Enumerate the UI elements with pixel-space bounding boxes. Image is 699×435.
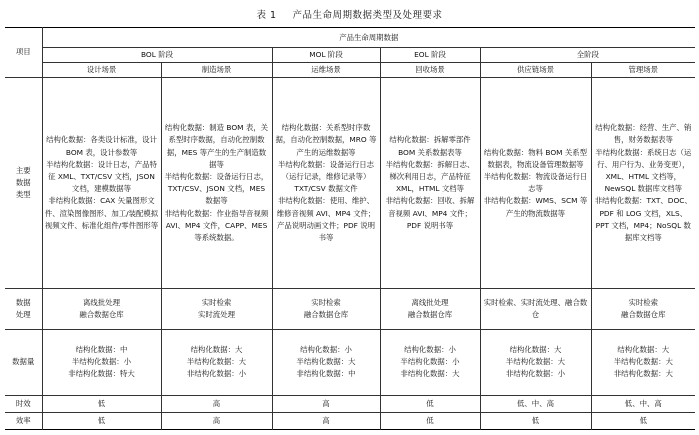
cell-line: 实时检索、实时流处理、融合数仓 [483,297,588,319]
cell-line: 半结构化数据：设备运行日志（运行记录，维修记录等）TXT/CSV 数据文件 [277,159,375,194]
cell-line: 非结构化数据：TXT、DOC、PDF 和 LOG 文档，XLS、PPT 文档，MP4；NoSQL 数据库文档等 [594,196,692,242]
cell-types-manufacturing [161,78,272,289]
header-row-lifecycle [5,28,695,48]
cell-efficiency-management: 低 [591,412,695,429]
cell-line: 半结构化数据：大 [186,357,247,367]
cell-line: 结构化数据：大 [617,344,670,354]
cell-line: 非结构化数据：CAX 矢量图形文件、渲染图像图形、加工/装配模拟视频文件、标准化组件/零件图形等 [44,196,159,230]
cell-line: 结构化数据：物料 BOM 关系型数据表，物流设备管理数据等 [483,147,588,169]
scene-header-design: 设计场景 [42,63,161,78]
cell-line: 半结构化数据：大 [505,357,566,367]
cell-line: 结构化数据：小 [404,344,456,354]
cell-line: 结构化数据：各类设计标准，设计 BOM 表，设计参数等 [46,135,157,157]
row-label-timeliness: 时效 [5,395,42,412]
cell-line: 非结构化数据：中 [296,369,356,379]
cell-processing-management [591,289,695,330]
cell-line: 离线批处理 [83,297,120,307]
cell-timeliness-management: 低、中、高 [591,395,695,412]
table-caption [0,7,699,21]
cell-line: 实时检索 [628,297,659,307]
cell-efficiency-recycling: 低 [380,412,480,429]
scene-header-recycling: 回收场景 [380,63,480,78]
cell-volume-design [42,329,161,395]
cell-timeliness-recycling: 低 [380,395,480,412]
cell-line: 半结构化数据：大 [613,357,673,367]
cell-line: 融合数据仓库 [621,309,666,319]
cell-line: 非结构化数据：小 [186,369,247,379]
cell-line: 实时检索 [201,297,232,307]
cell-timeliness-operation: 高 [272,395,380,412]
cell-line: 非结构化数据：回收、拆解音视频 AVI、MP4 文件；PDF 说明书等 [385,196,475,230]
cell-line: 非结构化数据：作业指导音视频 AVI、MP4 文件，CAPP、MES 等系统数据。 [164,208,269,242]
row-label-volume: 数据量 [5,329,42,395]
row-timeliness [5,395,695,412]
cell-line: 半结构化数据：物流设备运行日志等 [483,171,588,194]
cell-line: 非结构化数据：大 [400,369,460,379]
cell-volume-supply-chain [480,329,591,395]
cell-line: 非结构化数据：大 [613,369,673,379]
cell-line: 半结构化数据：拆解日志、梯次利用日志，产品特征 XML，HTML 文档等 [385,159,475,194]
cell-types-recycling [380,78,480,289]
cell-line: 半结构化数据：大 [296,357,356,367]
cell-types-design [42,78,161,289]
row-main-data-types [5,78,695,289]
table-title: 产品生命周期数据类型及处理要求 [292,10,443,21]
cell-line: 融合数据仓库 [407,309,453,319]
stage-header-eol: EOL 阶段 [380,48,480,63]
row-label-processing: 数据处理 [15,297,31,319]
scene-header-supply-chain: 供应链场景 [480,63,591,78]
row-volume [5,329,695,395]
cell-line: 融合数据仓库 [79,309,124,319]
cell-types-operation [272,78,380,289]
cell-line: 结构化数据：拆解零部件 BOM 关系数据表等 [389,135,471,157]
cell-volume-manufacturing [161,329,272,395]
header-row-scenes [5,63,695,78]
cell-processing-design [42,289,161,330]
cell-line: 非结构化数据：WMS、SCM 等产生的物流数据等 [483,196,588,218]
cell-processing-manufacturing [161,289,272,330]
scene-header-management: 管理场景 [591,63,695,78]
cell-line: 离线批处理 [411,297,449,307]
stage-header-all: 全阶段 [480,48,695,63]
cell-processing-recycling [380,289,480,330]
cell-volume-operation [272,329,380,395]
cell-processing-operation [272,289,380,330]
cell-types-supply-chain [480,78,591,289]
cell-timeliness-design: 低 [42,395,161,412]
cell-efficiency-operation: 高 [272,412,380,429]
cell-line: 实时流处理 [198,309,235,319]
scene-header-operation: 运维场景 [272,63,380,78]
cell-timeliness-supply-chain: 低、中、高 [480,395,591,412]
cell-line: 半结构化数据：小 [71,357,132,367]
cell-line: 非结构化数据：小 [505,369,566,379]
cell-processing-supply-chain [480,289,591,330]
cell-volume-management [591,329,695,395]
stage-header-mol: MOL 阶段 [272,48,380,63]
cell-efficiency-supply-chain: 低 [480,412,591,429]
lifecycle-data-table [5,27,695,430]
cell-efficiency-manufacturing: 高 [161,412,272,429]
cell-line: 融合数据仓库 [303,309,349,319]
row-processing [5,289,695,330]
cell-line: 非结构化数据：使用、维护、维修音视频 AVI、MP4 文件；产品说明动画文件；PDF 说明书等 [276,196,376,242]
row-label-efficiency: 效率 [5,412,42,429]
cell-line: 半结构化数据：设计日志，产品特征 XML、TXT/CSV 文档，JSON 文档，建模数据等 [46,159,157,194]
lifecycle-header: 产品生命周期数据 [42,28,695,48]
row-efficiency [5,412,695,429]
cell-line: 结构化数据：小 [300,344,352,354]
cell-line: 结构化数据：中 [75,344,128,354]
cell-line: 结构化数据：经营、生产、销售，财务数据表等 [595,123,692,145]
cell-volume-recycling [380,329,480,395]
cell-line: 结构化数据：关系型时序数据，自动化控制数据，MRO 等产生的运维数据等 [275,123,377,157]
stage-header-bol: BOL 阶段 [42,48,272,63]
cell-line: 半结构化数据：设备运行日志，TXT/CSV、JSON 文档，MES 数据等 [164,171,269,206]
cell-types-management [591,78,695,289]
cell-timeliness-manufacturing: 高 [161,395,272,412]
header-row-stages [5,48,695,63]
cell-line: 结构化数据：大 [509,344,562,354]
row-header-label: 项目 [5,28,42,78]
cell-efficiency-design: 低 [42,412,161,429]
cell-line: 非结构化数据：特大 [68,369,135,379]
scene-header-manufacturing: 制造场景 [161,63,272,78]
cell-line: 结构化数据：制造 BOM 表，关系型时序数据，自动化控制数据，MES 等产生的生产制造数据等 [164,123,269,169]
row-label-main-data-types: 主要数据类型 [15,165,31,200]
cell-line: 实时检索 [311,297,341,307]
cell-line: 结构化数据：大 [190,344,243,354]
cell-line: 半结构化数据：系统日志（运行、用户行为、业务变更），XML、HTML 文档等，NewSQL 数据库文档等 [595,147,692,194]
cell-line: 半结构化数据：小 [400,357,460,367]
table-number: 表 1 [256,10,277,21]
